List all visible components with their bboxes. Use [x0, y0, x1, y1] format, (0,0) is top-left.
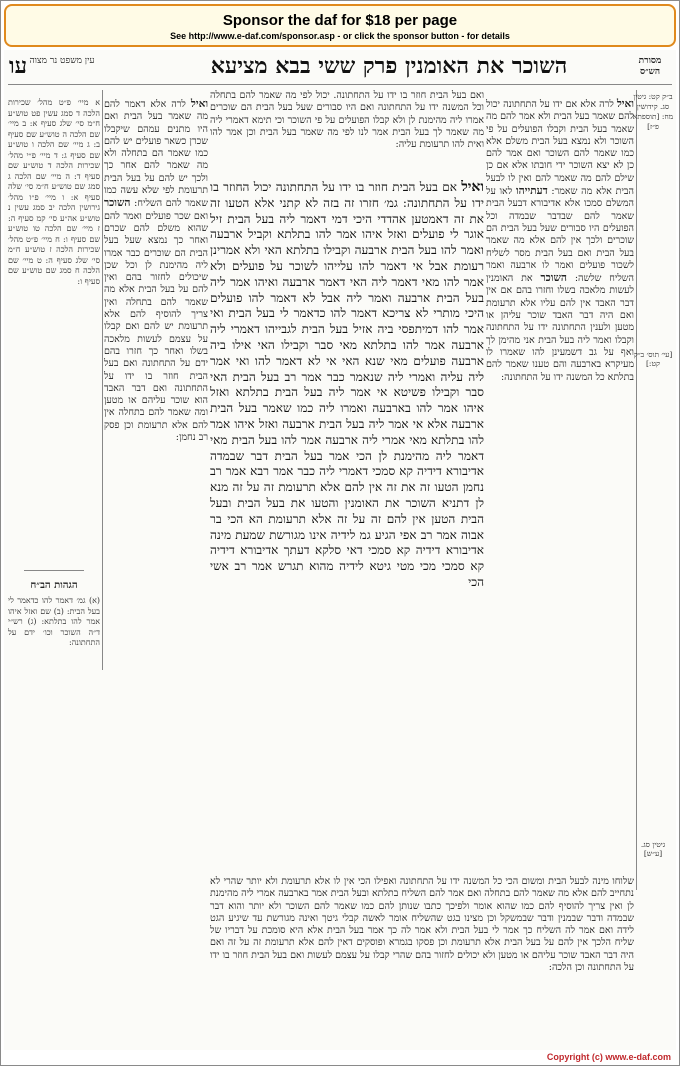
ein-mishpat-label: עין משפט נר מצוה	[29, 56, 95, 66]
masoret-hashas-label: מסורת הש״ס	[638, 56, 662, 77]
page-number: עו	[9, 53, 28, 79]
sponsor-banner-subtitle: See http://www.e-daf.com/sponsor.asp - or click the sponsor button - for details	[170, 31, 510, 41]
sponsor-banner-title: Sponsor the daf for $18 per page	[222, 12, 458, 29]
bottom-commentary: שלוחו מינה לבעל הבית ומשום הכי כל המשנה ידו על התחתונה ואפילו הכי אין לו אלא תרעומת ולא יותר שהרי לא נתחייב להם אלא מה שאמר להם בתחלה ואם אמר להם השליח בתלתא ובעל הבית אמר בארבעה אמרי ליה מהימנת לן ואין צריך להוסיף להם כמו שהוא אומר ולפיכך כתבו שנותן להם כמו שאמר להם השוכר ולא יותר והוא דבר שבמדה ודבר שבמנין ודבר שבמשקל וכן מצינו בגט שהשליח אומר לאשה קבלי גיטך ואינה מגורשת עד שיגיע הגט לידה ואם אמר לה השליח כך אמר לי בעל הבית ולא אמר לה כך אמר בעל הבית אלא היא סומכת על דבריו של שליח הלכך אין להם על בעל הבית אלא תרעומת וכן פסקו בגמרא ופוסקים דאין להם אלא תרעומת זה על זה ואם היה דבר האבד שוכר עליהם או מטען ולא יכולים לחזור בהם שהרי קבלו על עצמם לעשות ואם בעל הבית חוזר בו ידו על התחתונה וכן הלכה:	[210, 876, 634, 974]
tosafot-paragraph: ואם שכר פועלים ואמר להם שהוא משלם להם שכרם ואחר כך נמצא שעל בעל הבית הם שוכרים כבר אמרו ליה מהימנת לן וכל שכן שיכולים לחזור בהם ואין להם על בעל הבית אלא מה שאמר להם בתחלה ואין צריך להוסיף להם אלא תרעומת יש להם ואם קבלו על עצמם לעשות מלאכה בשלו ואחר כך חזרו בהם ידם על התחתונה ואם בעל הבית חוזר בו ידו על התחתונה ואם דבר האבד הוא שוכר עליהם או מטען ומה שאמר להם בתחלה אין להם אלא תרעומת וכן פסק רב נחמן:	[104, 210, 208, 444]
tosafot-dibur-hamatchil: ואיל	[190, 98, 208, 110]
tosafot-commentary	[104, 98, 208, 918]
sponsor-banner[interactable]	[4, 4, 676, 47]
column-divider-left	[102, 90, 103, 670]
gemara-opening-word: ואיל	[461, 180, 484, 195]
tosafot-dibur-hamatchil: השוכר	[104, 197, 131, 210]
copyright-notice: Copyright (c) www.e-daf.com	[546, 1052, 671, 1062]
margin-note: גיטין סג. [ע״ש]	[640, 840, 666, 858]
masoret-notes: ב״ק קט: גיטין סג. קידושין מח: [תוספתא פ״ז]	[632, 92, 674, 131]
rashi-paragraph: לאו על המשלם סמכו אלא אדיבורא דבעל הבית שאמר להם שבדבר שבמדה וכל הפועלים היו סבורים שעל בעל הבית הם שוכרים ולכך אין להם אלא מה שאמר בעל הבית ואם בעל הבית מסר לשליח לשכור פועלים ואמר לו ארבעה ואמר השליח שלשה:	[486, 186, 634, 285]
rashi-dibur-hamatchil: השוכר	[540, 272, 567, 285]
gemara-text	[210, 180, 484, 870]
talmud-page-scan	[4, 50, 676, 1050]
gemara-body: אם בעל הבית חוזר בו ידו על התחתונה יכול החוזר בו ידו על התחתונה: גמ׳ חזרו זה בזה לא קתני אלא הטעו זה את זה דאמטען אהדדי היכי דמי דאמר ליה בעל הבית זיל אוגר לי פועלים ואזל איהו אמר להו בתלתא וקביל ארבעה ואמר להו בעל הבית ארבעה וקבילו בתלתא האי ולא אמרינן רעומת אבל אי דאמר להו עלייהו לשוכר על פועלים ולא אמר להו מאי דאמר ליה האי דאמר ארבעה ואיהו אמר ליה בעל הבית ארבעה ואמר ליה אבל לא דאמר להו פועלים היכי מותרי לא צריכא דאמר להו כדאמר לי בעל הבית ואי אמר להו דמיתפסי ביה אזיל בעל הבית לגבייהו דאמרי ליה ארבעה אמר להו בתלתא מאי סבר וקבילו האי אילו ביה ארבעה פועלים מאי שנא האי אי לא דאמר להו ואי אמר ליה עליה ואמרי ליה שנאמר כבר אמר רב בעל הבית האי סבר וקבילו פשיטא אי אמר ליה בעל הבית בתלתא ואזל איהו אמר להו בארבעה ואמרו ליה כמו שאמר בעל הבית ארבעה אלא אי אמר ליה בעל הבית ארבעה ואזל איהו אמר להו בתלתא מאי אמרי ליה ארבעה אמר להו בעל הבית מאי דאמר ליה מהימנת לן הכי אמר בעל הבית דבר שבמדה אדיבורא דידיה קא סמכי דאמרי ליה כבר אמר רבא אמר רב נחמן הטעו זה את זה אין להם אלא תרעומת זה על זה מנא לן דתניא השוכר את האומנין והטעו את בעל הבית ובעל הבית הטען אין להם זה על זה אלא תרעומת הא הכי בר אבוה אמר רב אפי הגיע גמ לידיה אינו מגורשת שמעת מינה אדיבורא דידיה קא סמכי דאי סלקא דעתך אדיבורא דידיה קא סמכי מכי מטי גיטא לידיה מהוא תגרש אמר רב אשי הכי	[210, 180, 484, 589]
rashi-paragraph: לרה אלא אם ידו על התחתונה יכול להם שאמר בעל הבית ולא אמר להם מה שאמר בעל הבית וקבלו הפועלים על פי השוכר ולא נמצא בעל הבית משלם אלא כמו שאמר להם השוכר ואם אמר להם כן לא יצא השוכר ידי חובתו אלא אם כן שילם להם מה שאמר להם ואין לו לבעל הבית אלא מה שאמר:	[486, 99, 634, 198]
tosafot-top-text: ואם בעל הבית חוזר בו ידו על התחתונה. יכול לפי מה שאמר להם בתחלה וכל המשנה ידו על התחתונה ואם היו סבורים שעל בעל הבית הם שוכרים אמרו ליה מהימנת לן ולא קבלו הפועלים על פי השוכר וכי תימא דאמרי ליה מה שאמר לך בעל הבית אמר לנו לפי מה שאמר בעל הבית וכן אמר להו ואית להו תרעומת עליה:	[210, 90, 484, 151]
hagahot-divider	[24, 570, 84, 571]
running-header: השוכר את האומנין פרק ששי בבא מציעא	[210, 53, 568, 79]
header-divider	[8, 84, 672, 85]
rashi-commentary	[486, 98, 634, 918]
rashi-paragraph: את האומנין לעשות מלאכה בשלו וחזרו בהם אם אין דבר האבד אין להם עליו אלא תרעומת ואם היה דבר האבד שוכר עליהן או מטען ולענין התחתונה ידו על התחתונה וקבלו ואמר ליה בעל הבית אני מהימן לך ואף על גב דשמעינן להו שאמרו לו מעיקרא בארבעה והם טענו שאמר להם בתלתא כל המשנה ידו על התחתונה:	[486, 273, 634, 383]
ein-mishpat-notes: א מיי׳ פ״ט מהל׳ שכירות הלכה ד סמג עשין פט טוש״ע ח״מ סי׳ שלג סעיף א: ב מיי׳ שם הלכה ה טוש״ע שם סעיף ב: ג מיי׳ שם הלכה ו טוש״ע שם סעיף ג: ד מיי׳ פ״י מהל׳ שכירות הלכה ד טוש״ע שם סעיף ד: ה מיי׳ שם הלכה ג סמג שם טוש״ע ח״מ סי׳ שלה סעיף א: ו מיי׳ פ״ו מהל׳ גירושין הלכה יב סמג עשין נ טוש״ע אה״ע סי׳ קמ סעיף ה: ז מיי׳ שם הלכה טו טוש״ע שם סעיף ו: ח מיי׳ פ״ט מהל׳ שכירות הלכה ז טוש״ע ח״מ סי׳ שלג סעיף ה: ט מיי׳ שם הלכה ח סמג שם טוש״ע שם סעיף ו:	[8, 98, 100, 286]
margin-note: [עי׳ תוס׳ ב״ק קט:]	[633, 350, 673, 368]
hagahot-habach-title: הגהות הב״ח	[30, 580, 78, 591]
rashi-dibur-hamatchil: ואיל	[616, 98, 634, 110]
hagahot-habach-notes: (א) גמ׳ דאמר להו כדאמר לי בעל הבית: (ב) שם ואזל איהו אמר להו בתלתא: (ג) רש״י ד״ה השוכר וכו׳ ידם על התחתונה:	[8, 596, 100, 647]
rashi-dibur-hamatchil: דעתייהו	[515, 185, 548, 198]
tosafot-paragraph: לרה אלא דאמר להם מה שאמר בעל הבית ואם היו מתנים עמהם שיקבלו שכרן כשאר פועלים יש להם כמו שאמר הם בתחלה ולא מה שאמר להם אחר כך ולכך יש להם על בעל הבית תרעומת לפי שלא עשה כמו שאמר להם השליח:	[104, 99, 208, 210]
